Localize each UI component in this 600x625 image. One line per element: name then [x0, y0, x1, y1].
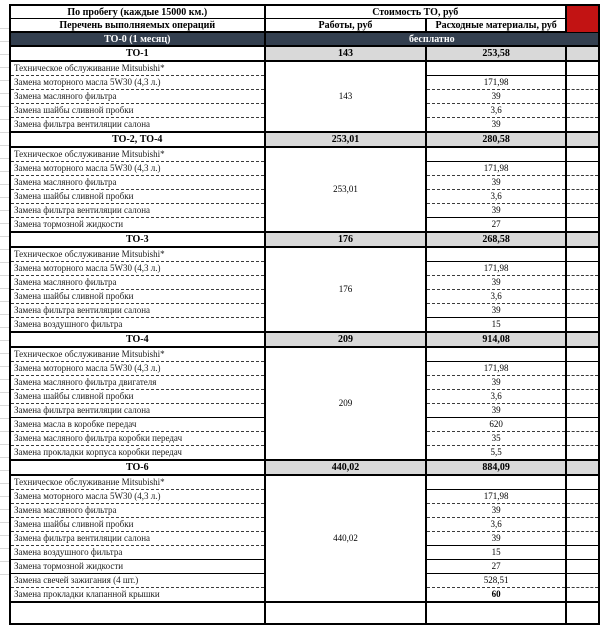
op-extra-cell [566, 190, 599, 204]
op-extra-cell [566, 560, 599, 574]
filler-cell [10, 602, 265, 624]
op-material-value-cell: 3,6 [426, 104, 566, 118]
section-extra-cell [566, 232, 599, 247]
op-label-cell: Замена масляного фильтра [10, 90, 265, 104]
filler-cell [426, 602, 566, 624]
op-extra-cell [566, 574, 599, 588]
op-material-value-cell: 15 [426, 318, 566, 333]
op-material-value-cell [426, 347, 566, 362]
op-extra-cell [566, 290, 599, 304]
op-extra-cell [566, 390, 599, 404]
op-label-cell: Замена моторного масла 5W30 (4,3 л.) [10, 490, 265, 504]
op-extra-cell [566, 218, 599, 233]
op-label-cell: Техническое обслуживание Mitsubishi* [10, 147, 265, 162]
op-label-cell: Замена масла в коробке передач [10, 418, 265, 432]
section-works-total-cell: 143 [265, 46, 427, 61]
op-row [10, 61, 599, 76]
op-label-cell: Замена шайбы сливной пробки [10, 518, 265, 532]
op-extra-cell [566, 490, 599, 504]
section-works-merged-cell: 143 [265, 61, 427, 132]
op-material-value-cell [426, 147, 566, 162]
filler-cell [566, 602, 599, 624]
op-extra-cell [566, 347, 599, 362]
op-material-value-cell: 171,98 [426, 162, 566, 176]
op-extra-cell [566, 362, 599, 376]
op-extra-cell [566, 504, 599, 518]
op-material-value-cell: 39 [426, 276, 566, 290]
op-label-cell: Замена моторного масла 5W30 (4,3 л.) [10, 162, 265, 176]
section-materials-total-cell: 884,09 [426, 460, 566, 475]
section-name-cell: ТО-3 [10, 232, 265, 247]
section-extra-cell [566, 46, 599, 61]
op-extra-cell [566, 90, 599, 104]
op-material-value-cell: 39 [426, 532, 566, 546]
cost-header-cell: Стоимость ТО, руб [265, 5, 566, 19]
section-name-cell: ТО-2, ТО-4 [10, 132, 265, 147]
op-label-cell: Замена тормозной жидкости [14, 219, 124, 229]
op-label-cell: Замена тормозной жидкости [10, 560, 265, 574]
section-works-merged-cell: 209 [265, 347, 427, 460]
op-extra-cell [566, 418, 599, 432]
section-materials-total-cell: 914,08 [426, 332, 566, 347]
op-material-value-cell: 39 [426, 118, 566, 133]
section-header-row [10, 46, 599, 61]
op-material-value-cell: 171,98 [426, 262, 566, 276]
section-extra-cell [566, 332, 599, 347]
maintenance-table [9, 4, 600, 625]
op-material-value-cell: 171,98 [426, 362, 566, 376]
section-works-merged-cell: 440,02 [265, 475, 427, 602]
op-extra-cell [566, 147, 599, 162]
op-extra-cell [566, 404, 599, 418]
op-extra-cell [566, 446, 599, 461]
section-extra-cell [566, 460, 599, 475]
op-label-cell: Замена моторного масла 5W30 (4,3 л.) [10, 76, 265, 90]
section-header-row [10, 232, 599, 247]
op-extra-cell [566, 588, 599, 603]
op-material-value-cell: 39 [426, 304, 566, 318]
header-row-2 [10, 19, 599, 33]
op-label-cell: Замена масляного фильтра двигателя [10, 376, 265, 390]
op-extra-cell [566, 176, 599, 190]
op-label-cell: Замена масляного фильтра [10, 504, 265, 518]
op-label-cell: Замена фильтра вентиляции салона [14, 119, 151, 129]
op-material-value-cell: 39 [426, 204, 566, 218]
op-label-cell: Замена фильтра вентиляции салона [10, 404, 265, 418]
operations-header-cell: Перечень выполняемых операций [10, 19, 265, 33]
op-material-value-cell: 3,6 [426, 290, 566, 304]
op-extra-cell [566, 475, 599, 490]
op-extra-cell [566, 304, 599, 318]
spreadsheet-gutter [0, 16, 9, 576]
op-label-cell: Замена свечей зажигания (4 шт.) [10, 574, 265, 588]
op-label-cell: Замена фильтра вентиляции салона [10, 304, 265, 318]
op-row [10, 247, 599, 262]
op-material-value-cell: 27 [426, 218, 566, 233]
op-material-value-cell: 39 [426, 376, 566, 390]
section-works-total-cell: 176 [265, 232, 427, 247]
op-label-cell: Техническое обслуживание Mitsubishi* [10, 347, 265, 362]
op-material-value-cell: 39 [426, 404, 566, 418]
op-label-cell: Замена шайбы сливной пробки [10, 190, 265, 204]
op-material-value-cell: 39 [426, 504, 566, 518]
op-extra-cell [566, 204, 599, 218]
header-row-1 [10, 5, 599, 19]
filler-cell [265, 602, 427, 624]
op-row [10, 475, 599, 490]
op-material-value-cell [426, 61, 566, 76]
section-works-total-cell: 209 [265, 332, 427, 347]
op-material-value-cell: 60 [426, 588, 566, 603]
op-material-value-cell: 27 [426, 560, 566, 574]
op-extra-cell [566, 104, 599, 118]
op-material-value-cell [426, 247, 566, 262]
op-material-value-cell: 3,6 [426, 390, 566, 404]
op-label-cell: Замена воздушного фильтра [10, 546, 265, 560]
section-header-row [10, 460, 599, 475]
section-materials-total-cell: 253,58 [426, 46, 566, 61]
section-works-total-cell: 440,02 [265, 460, 427, 475]
op-material-value-cell: 15 [426, 546, 566, 560]
op-extra-cell [566, 61, 599, 76]
red-flag-cell [566, 5, 599, 32]
op-material-value-cell: 35 [426, 432, 566, 446]
op-label-cell: Замена масляного фильтра [10, 276, 265, 290]
op-material-value-cell: 528,51 [426, 574, 566, 588]
op-material-value-cell: 171,98 [426, 490, 566, 504]
op-label-cell: Замена масляного фильтра коробки передач [10, 432, 265, 446]
op-material-value-cell: 39 [426, 90, 566, 104]
section-header-row [10, 132, 599, 147]
bottom-partial-row [10, 602, 599, 624]
op-row [10, 147, 599, 162]
section-name-cell: ТО-4 [10, 332, 265, 347]
to0-value-cell: бесплатно [265, 32, 599, 46]
op-extra-cell [566, 162, 599, 176]
op-material-value-cell: 5,5 [426, 446, 566, 461]
op-label-cell: Замена шайбы сливной пробки [10, 104, 265, 118]
op-label-cell: Замена шайбы сливной пробки [10, 290, 265, 304]
op-label-cell: Техническое обслуживание Mitsubishi* [10, 475, 265, 490]
op-label-cell: Техническое обслуживание Mitsubishi* [10, 247, 265, 262]
op-label-cell: Замена прокладки клапанной крышки [14, 589, 160, 599]
op-extra-cell [566, 76, 599, 90]
op-label-cell: Замена моторного масла 5W30 (4,3 л.) [10, 262, 265, 276]
op-extra-cell [566, 518, 599, 532]
op-material-value-cell: 3,6 [426, 518, 566, 532]
op-material-value-cell: 3,6 [426, 190, 566, 204]
op-label-cell: Техническое обслуживание Mitsubishi* [10, 61, 265, 76]
op-extra-cell [566, 376, 599, 390]
to0-row [10, 32, 599, 46]
works-column-header-cell: Работы, руб [265, 19, 427, 33]
op-extra-cell [566, 546, 599, 560]
op-label-cell: Замена воздушного фильтра [14, 319, 123, 329]
section-works-merged-cell: 253,01 [265, 147, 427, 232]
op-row [10, 347, 599, 362]
op-label-cell: Замена прокладки корпуса коробки передач [14, 447, 182, 457]
sections-body [10, 46, 599, 602]
op-label-cell: Замена фильтра вентиляции салона [10, 532, 265, 546]
op-extra-cell [566, 262, 599, 276]
section-extra-cell [566, 132, 599, 147]
section-materials-total-cell: 268,58 [426, 232, 566, 247]
op-extra-cell [566, 318, 599, 333]
op-material-value-cell: 620 [426, 418, 566, 432]
section-works-total-cell: 253,01 [265, 132, 427, 147]
op-material-value-cell: 171,98 [426, 76, 566, 90]
op-extra-cell [566, 432, 599, 446]
section-name-cell: ТО-6 [10, 460, 265, 475]
op-extra-cell [566, 118, 599, 133]
op-extra-cell [566, 532, 599, 546]
op-label-cell: Замена шайбы сливной пробки [10, 390, 265, 404]
op-extra-cell [566, 247, 599, 262]
materials-column-header-cell: Расходные материалы, руб [426, 19, 566, 33]
op-label-cell: Замена моторного масла 5W30 (4,3 л.) [10, 362, 265, 376]
op-material-value-cell: 39 [426, 176, 566, 190]
to0-label-cell: ТО-0 (1 месяц) [10, 32, 265, 46]
section-header-row [10, 332, 599, 347]
op-material-value-cell [426, 475, 566, 490]
op-label-cell: Замена масляного фильтра [10, 176, 265, 190]
op-extra-cell [566, 276, 599, 290]
section-name-cell: ТО-1 [10, 46, 265, 61]
section-materials-total-cell: 280,58 [426, 132, 566, 147]
op-label-cell: Замена фильтра вентиляции салона [10, 204, 265, 218]
mileage-header-cell: По пробегу (каждые 15000 км.) [10, 5, 265, 19]
section-works-merged-cell: 176 [265, 247, 427, 332]
